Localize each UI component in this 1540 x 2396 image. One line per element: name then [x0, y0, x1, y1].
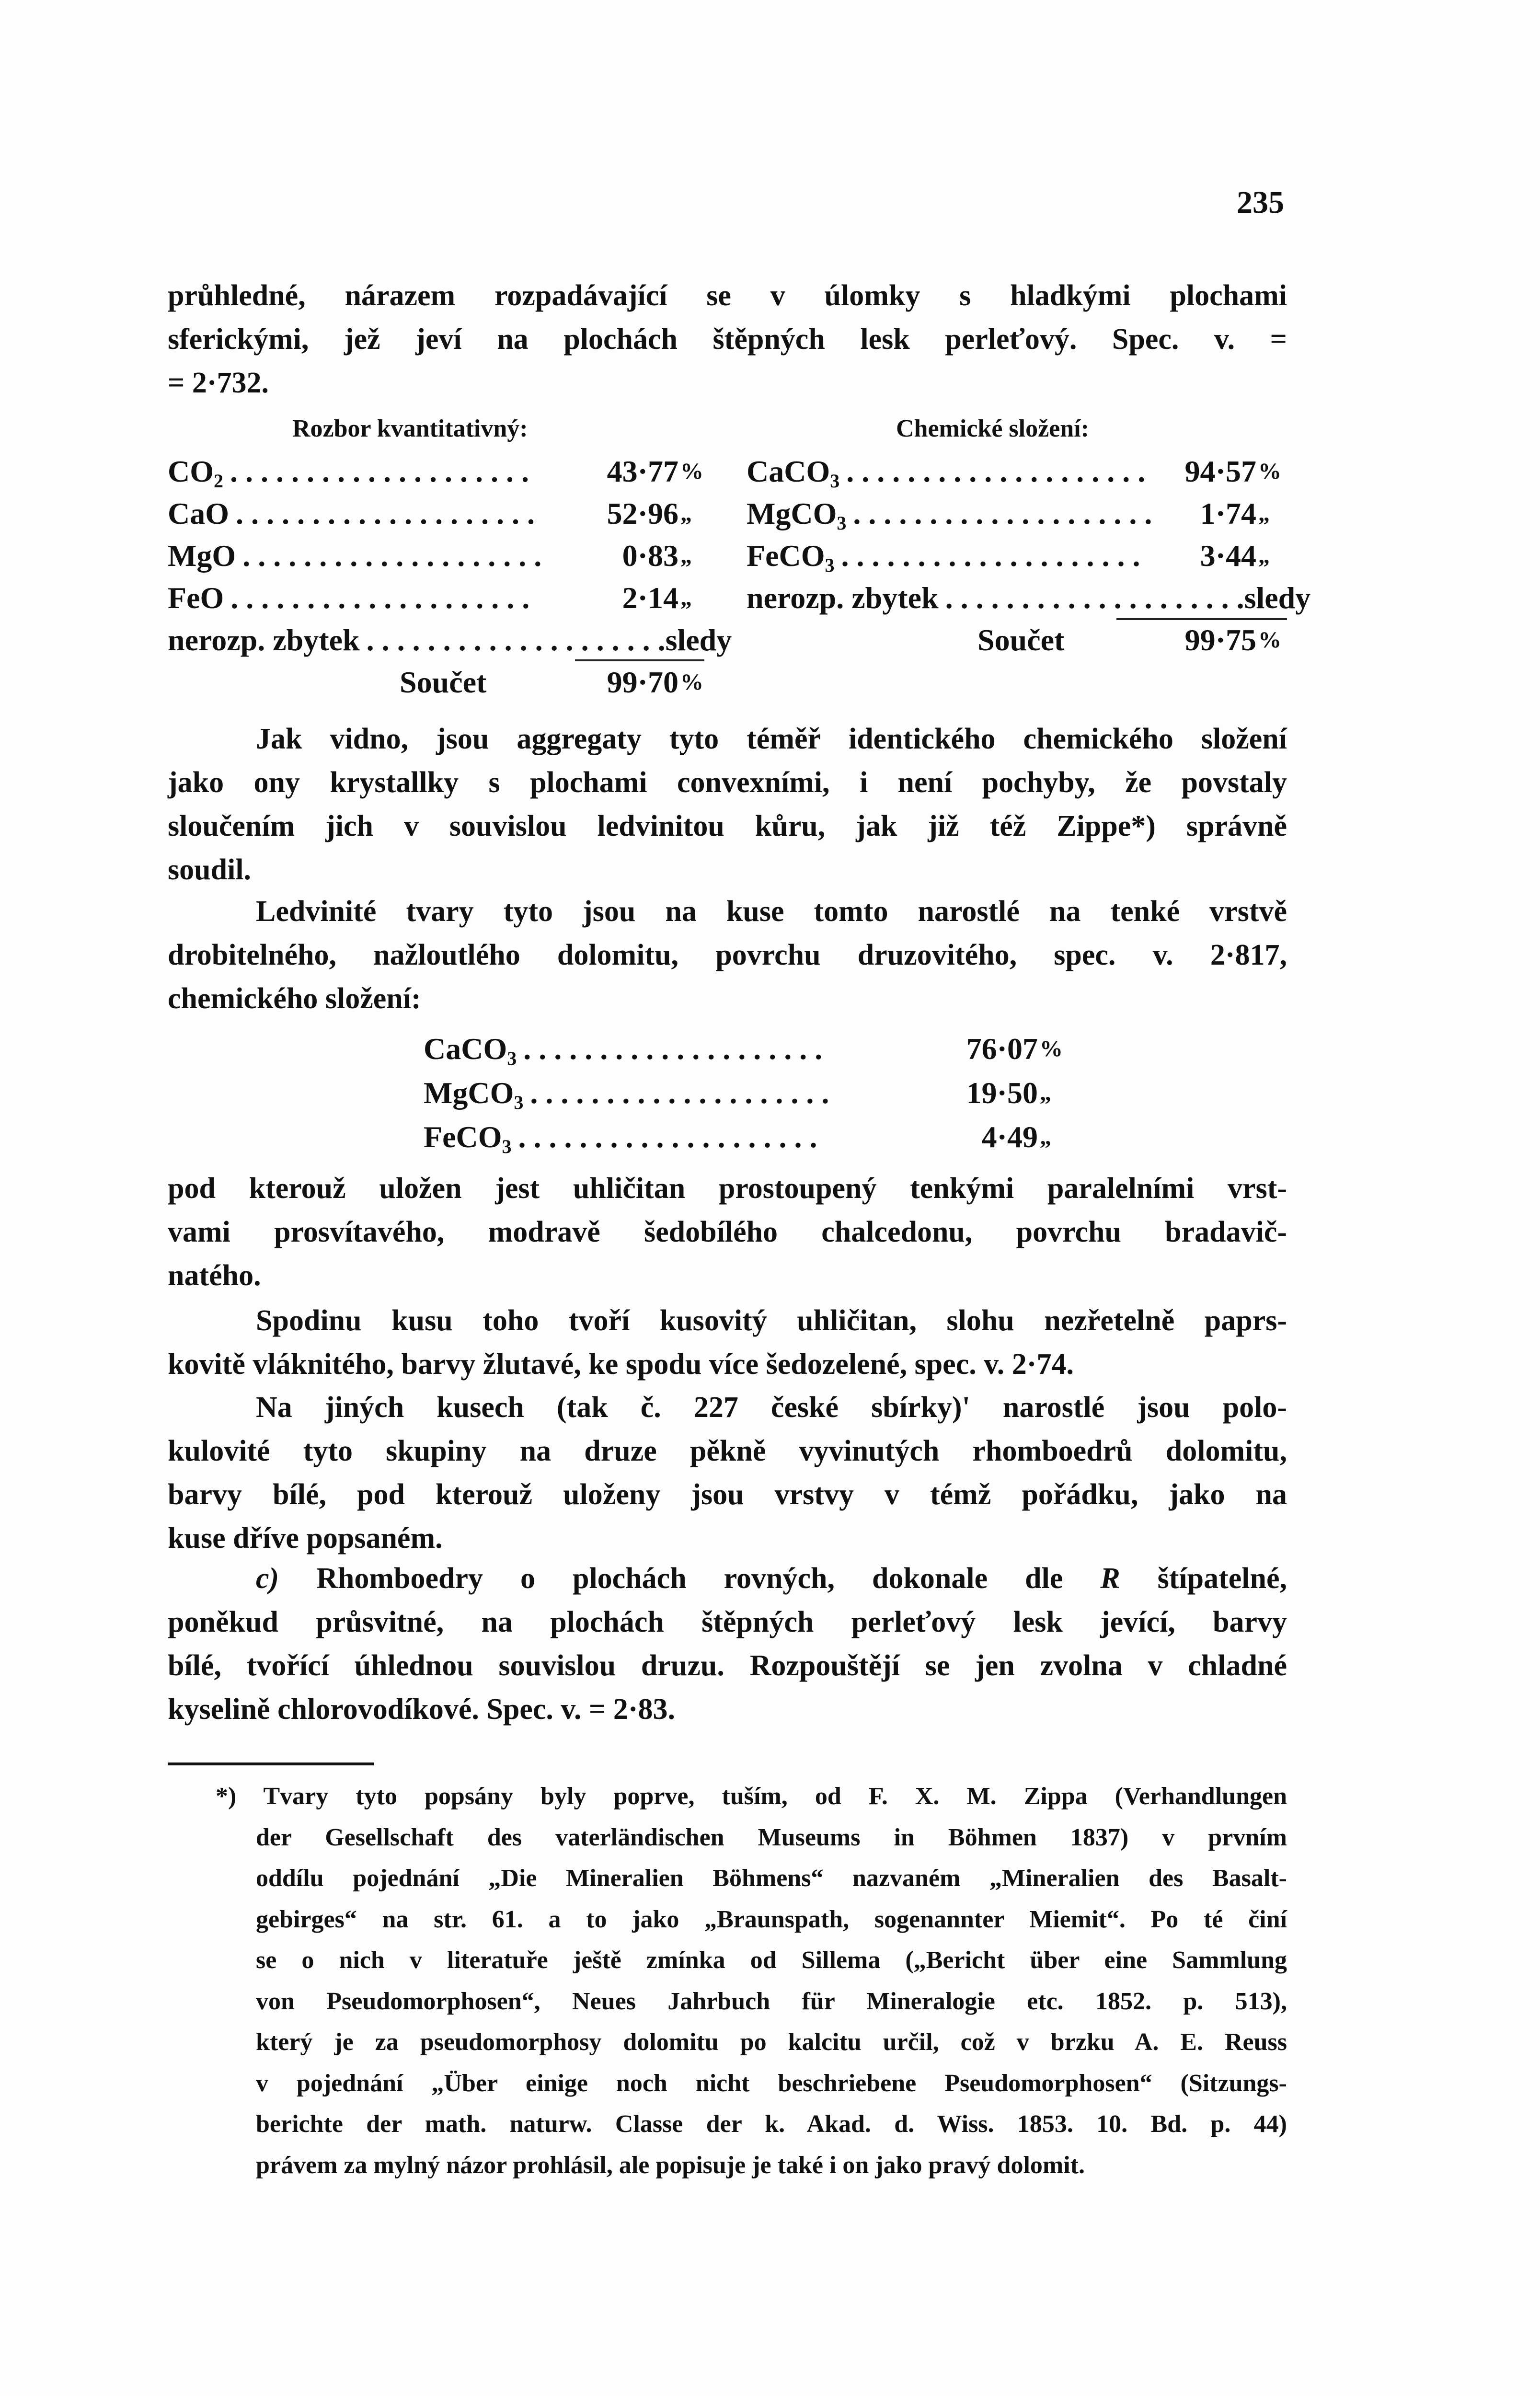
paragraph-line: kulovité tyto skupiny na druze pěkně vyvinutých rhomboedrů dolomitu,	[168, 1435, 1287, 1467]
row-label: MgO	[168, 539, 236, 573]
paragraph-line: právem za mylný názor prohlásil, ale popisuje je také i on jako pravý dolomit.	[256, 2151, 1085, 2179]
dot-leader: . . . . . . . . . . . . . . . . . . . .	[518, 1120, 817, 1154]
dot-leader: . . . . . . . . . . . . . . . . . . . .	[523, 1032, 823, 1066]
row-value: 3·44	[1200, 539, 1256, 573]
row-value: 52·96	[607, 496, 678, 530]
paragraph-line: bílé, tvořící úhlednou souvislou druzu. Rozpouštějí se jen zvolna v chladné	[168, 1649, 1287, 1682]
paragraph-line: Jak vidno, jsou aggregaty tyto téměř identického chemického složení	[256, 723, 1287, 755]
sum-underline	[1116, 618, 1287, 620]
chemical-composition-header: Chemické složení:	[896, 415, 1089, 442]
subscript: 3	[507, 1048, 517, 1069]
paragraph	[168, 717, 1287, 892]
row-label: FeCO$_3$	[747, 539, 835, 576]
paragraph-line: sloučením jich v souvislou ledvinitou kůru, jak již též Zippe*) správně	[168, 810, 1287, 842]
row-unit: „	[680, 585, 692, 611]
row-label: FeCO$_3$	[424, 1120, 512, 1157]
dot-leader: . . . . . . . . . . . . . . . . . . . .	[236, 496, 535, 530]
paragraph-line: sferickými, jež jeví na plochách štěpných lesk perleťový. Spec. v. =	[168, 323, 1287, 356]
row-unit: „	[1258, 501, 1270, 526]
analysis-row	[168, 577, 709, 619]
paragraph-line: Na jiných kusech (tak č. 227 české sbírky)' narostlé jsou polo-	[256, 1391, 1287, 1424]
row-label: MgCO$_3$	[424, 1076, 524, 1113]
row-value: 94·57	[1184, 454, 1256, 488]
page-number: 235	[1237, 185, 1284, 220]
analysis-row	[977, 619, 1287, 661]
row-value: 76·07	[966, 1032, 1038, 1066]
dot-leader: . . . . . . . . . . . . . . . . . . . .	[230, 454, 529, 488]
dot-leader: . . . . . . . . . . . . . . . . . . . .	[242, 539, 542, 573]
dot-leader: . . . . . . . . . . . . . . . . . . . .	[853, 496, 1152, 530]
quantitative-analysis-header: Rozbor kvantitativný:	[292, 415, 528, 442]
row-label: FeO	[168, 581, 224, 615]
paragraph-line: gebirges“ na str. 61. a to jako „Braunspath, sogenannter Miemit“. Po té činí	[256, 1905, 1287, 1933]
dot-leader	[1064, 619, 1184, 661]
paragraph-line: kyselině chlorovodíkové. Spec. v. = 2·83.	[168, 1693, 675, 1726]
row-value: sledy	[1244, 581, 1311, 615]
paragraph	[168, 890, 1287, 1021]
dot-leader: . . . . . . . . . . . . . . . . . . . .	[945, 581, 1244, 615]
subscript: 3	[830, 470, 840, 492]
paragraph-line: oddílu pojednání „Die Mineralien Böhmens“ nazvaném „Mineralien des Basalt-	[256, 1865, 1287, 1892]
paragraph-line: drobitelného, nažloutlého dolomitu, povrchu druzovitého, spec. v. 2·817,	[168, 939, 1287, 971]
subscript: 3	[825, 554, 835, 576]
paragraph-line: v pojednání „Über einige noch nicht beschriebene Pseudomorphosen“ (Sitzungs-	[256, 2069, 1287, 2097]
row-label: $CO_2$	[168, 454, 223, 492]
footnote-divider	[168, 1762, 374, 1765]
analysis-row	[400, 661, 709, 703]
row-unit: %	[1258, 459, 1281, 484]
analysis-row	[747, 450, 1287, 493]
analysis-row	[747, 577, 1311, 619]
row-unit: %	[1040, 1036, 1063, 1061]
row-unit: %	[1258, 627, 1281, 653]
footnote	[168, 1776, 1287, 2186]
dot-leader: . . . . . . . . . . . . . . . . . . . .	[841, 539, 1140, 573]
row-value: 43·77	[607, 454, 678, 488]
row-value: 99·70	[607, 665, 678, 699]
analysis-row	[424, 1028, 1069, 1070]
analysis-row	[424, 1072, 1069, 1114]
sum-underline	[575, 659, 704, 661]
dot-leader	[486, 661, 607, 703]
row-value: 4·49	[981, 1120, 1038, 1154]
subscript: 3	[502, 1136, 512, 1157]
paragraph-line: = 2·732.	[168, 367, 269, 399]
row-label: Součet	[977, 623, 1065, 657]
item-mark: c)	[256, 1562, 279, 1595]
row-value: sledy	[665, 623, 732, 657]
row-unit: „	[1040, 1080, 1051, 1106]
paragraph-line	[168, 1557, 1287, 1601]
paragraph-line: von Pseudomorphosen“, Neues Jahrbuch für Mineralogie etc. 1852. p. 513),	[256, 1987, 1287, 2015]
paragraph	[168, 1167, 1287, 1298]
dot-leader: . . . . . . . . . . . . . . . . . . . .	[846, 454, 1146, 488]
paragraph-line: berichte der math. naturw. Classe der k. Akad. d. Wiss. 1853. 10. Bd. p. 44)	[256, 2110, 1287, 2138]
analysis-row	[424, 1116, 1069, 1158]
subscript: 3	[837, 512, 847, 534]
intro-paragraph	[168, 274, 1287, 405]
analysis-row	[168, 619, 732, 661]
row-unit	[732, 619, 762, 661]
row-unit: „	[680, 543, 692, 568]
analysis-row	[168, 535, 709, 577]
dot-leader: . . . . . . . . . . . . . . . . . . . .	[230, 581, 530, 615]
row-unit: %	[680, 669, 703, 695]
subscript: 2	[214, 470, 223, 492]
paragraph-line: Spodinu kusu toho tvoří kusovitý uhličitan, slohu nezřetelně paprs-	[256, 1304, 1287, 1337]
text: štípatelné,	[1157, 1562, 1287, 1595]
paragraph	[168, 1299, 1287, 1386]
paragraph-line: vami prosvítavého, modravě šedobílého chalcedonu, povrchu bradavič-	[168, 1216, 1287, 1248]
paragraph-line: jako ony krystallky s plochami convexními, i není pochyby, že povstaly	[168, 766, 1287, 799]
analysis-row	[168, 450, 709, 493]
paragraph-line: chemického složení:	[168, 982, 421, 1015]
row-value: 2·14	[622, 581, 678, 615]
paragraph-line: Ledvinité tvary tyto jsou na kuse tomto narostlé na tenké vrstvě	[256, 895, 1287, 928]
row-value: 19·50	[966, 1076, 1038, 1110]
row-unit: „	[680, 501, 692, 526]
paragraph-line: *) Tvary tyto popsány byly poprve, tuším, od F. X. M. Zippa (Verhandlungen	[216, 1783, 1287, 1810]
symbol-r: R	[1100, 1562, 1120, 1595]
text: Rhomboedry o plochách rovných, dokonale dle	[316, 1562, 1063, 1595]
subscript: 3	[514, 1092, 524, 1113]
row-value: 1·74	[1200, 496, 1256, 530]
analysis-row	[747, 535, 1287, 577]
analysis-row	[747, 493, 1287, 535]
row-unit: %	[680, 459, 703, 484]
row-label: nerozp. zbytek	[168, 623, 360, 657]
paragraph-line: průhledné, nárazem rozpadávající se v úlomky s hladkými plochami	[168, 279, 1287, 312]
row-value: 99·75	[1184, 623, 1256, 657]
row-unit: „	[1258, 543, 1270, 568]
row-unit	[1310, 577, 1341, 619]
row-value: 0·83	[622, 539, 678, 573]
paragraph-line: kuse dříve popsaném.	[168, 1522, 443, 1555]
row-label: CaCO$_3$	[424, 1032, 517, 1069]
dot-leader: . . . . . . . . . . . . . . . . . . . .	[530, 1076, 829, 1110]
paragraph-line: natého.	[168, 1259, 261, 1292]
paragraph-line: kovitě vláknitého, barvy žlutavé, ke spodu více šedozelené, spec. v. 2·74.	[168, 1348, 1074, 1381]
paragraph-line: poněkud průsvitné, na plochách štěpných perleťový lesk jevící, barvy	[168, 1606, 1287, 1638]
paragraph-line: pod kterouž uložen jest uhličitan prostoupený tenkými paralelními vrst-	[168, 1172, 1287, 1205]
paragraph-line: soudil.	[168, 853, 252, 886]
row-label: MgCO$_3$	[747, 496, 847, 534]
paragraph-line: který je za pseudomorphosy dolomitu po kalcitu určil, což v brzku A. E. Reuss	[256, 2028, 1287, 2056]
row-label: Součet	[400, 665, 487, 699]
paragraph	[168, 1386, 1287, 1560]
row-label: nerozp. zbytek	[747, 581, 939, 615]
paragraph	[168, 1557, 1287, 1731]
row-label: CaCO$_3$	[747, 454, 840, 492]
paragraph-line: der Gesellschaft des vaterländischen Museums in Böhmen 1837) v prvním	[256, 1823, 1287, 1851]
paragraph-line: barvy bílé, pod kterouž uloženy jsou vrstvy v témž pořádku, jako na	[168, 1478, 1287, 1511]
analysis-row	[168, 493, 709, 535]
paragraph-line: se o nich v literatuře ještě zmínka od Sillema („Bericht über eine Sammlung	[256, 1947, 1287, 1974]
dot-leader: . . . . . . . . . . . . . . . . . . . .	[366, 623, 666, 657]
row-unit: „	[1040, 1124, 1051, 1150]
row-label: CaO	[168, 496, 229, 530]
